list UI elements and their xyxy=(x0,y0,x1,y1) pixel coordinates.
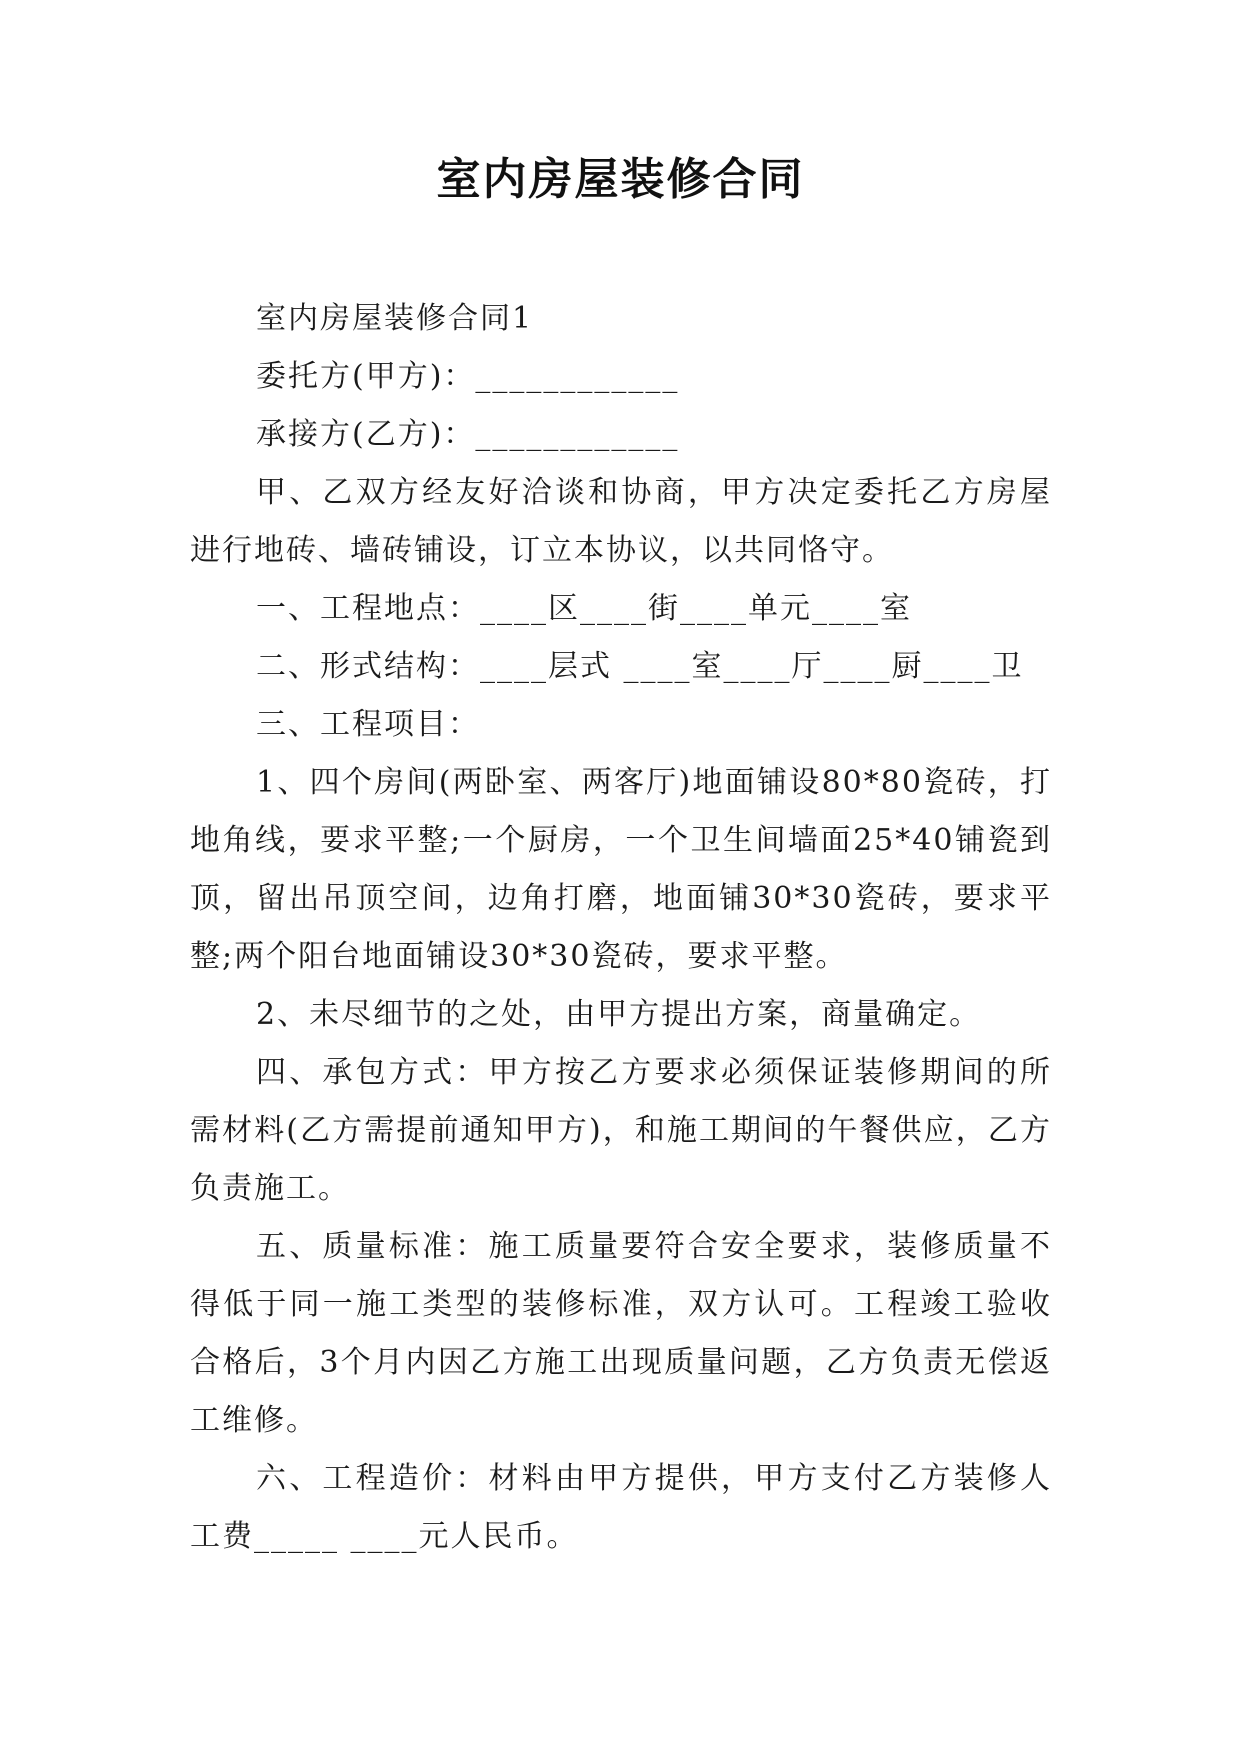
clause-location: 一、工程地点：____区____街____单元____室 xyxy=(256,591,912,626)
contract-subtitle: 室内房屋装修合同1 xyxy=(256,301,534,336)
document-body xyxy=(190,290,1052,1566)
clause-project-item-1: 1、四个房间(两卧室、两客厅)地面铺设80*80瓷砖，打地角线，要求平整;一个厨房，一个卫生间墙面25*40铺瓷到顶，留出吊顶空间，边角打磨，地面铺30*30瓷砖，要求平整;两个阳台地面铺设30*30瓷砖，要求平整。 xyxy=(190,765,1052,974)
preamble-paragraph: 甲、乙双方经友好洽谈和协商，甲方决定委托乙方房屋进行地砖、墙砖铺设，订立本协议，以共同恪守。 xyxy=(190,475,1052,568)
party-a-line: 委托方(甲方)：____________ xyxy=(256,359,680,394)
clause-quality-standard: 五、质量标准：施工质量要符合安全要求，装修质量不得低于同一施工类型的装修标准，双方认可。工程竣工验收合格后，3个月内因乙方施工出现质量问题，乙方负责无偿返工维修。 xyxy=(190,1229,1052,1438)
document-title: 室内房屋装修合同 xyxy=(436,154,805,205)
clause-project-cost: 六、工程造价：材料由甲方提供，甲方支付乙方装修人工费_____ ____元人民币。 xyxy=(190,1461,1052,1554)
clause-structure: 二、形式结构：____层式 ____室____厅____厨____卫 xyxy=(256,649,1024,684)
party-b-line: 承接方(乙方)：____________ xyxy=(256,417,680,452)
clause-project-heading: 三、工程项目： xyxy=(256,707,480,742)
clause-project-item-2: 2、未尽细节的之处，由甲方提出方案，商量确定。 xyxy=(256,997,982,1032)
clause-contract-method: 四、承包方式：甲方按乙方要求必须保证装修期间的所需材料(乙方需提前通知甲方)，和施工期间的午餐供应，乙方负责施工。 xyxy=(190,1055,1052,1206)
